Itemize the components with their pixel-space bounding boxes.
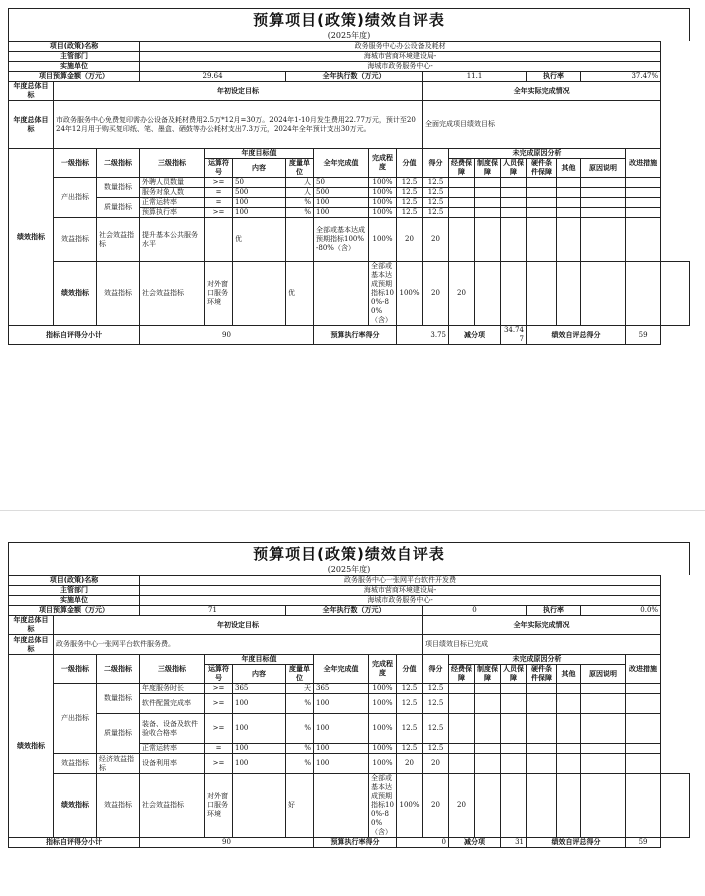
system-cell (475, 754, 501, 774)
funding-cell (449, 714, 475, 744)
staff-cell (501, 684, 527, 694)
reason-cell (581, 694, 626, 714)
improve-cell (626, 198, 661, 208)
done-cell: 100 (314, 744, 369, 754)
improve-cell (626, 218, 661, 262)
funding-cell (449, 178, 475, 188)
exec-rate-label: 执行率 (527, 606, 581, 616)
unit-cell: 人 (286, 188, 314, 198)
perf-indicator-label: 绩效指标 (9, 655, 54, 838)
funding-cell (449, 208, 475, 218)
done-cell: 500 (314, 188, 369, 198)
l3-cell: 软件配置完成率 (140, 694, 205, 714)
score-value-cell: 12.5 (397, 178, 423, 188)
annual-done-header: 全年完成值 (314, 149, 369, 178)
other-cell (557, 694, 581, 714)
degree-cell: 100% (397, 774, 423, 838)
l2-cell: 数量指标 (97, 684, 140, 714)
other-cell (557, 208, 581, 218)
system-cell (475, 188, 501, 198)
done-cell: 100 (314, 198, 369, 208)
hardware-cell (527, 188, 557, 198)
score-got-cell: 12.5 (423, 198, 449, 208)
system-cell (475, 218, 501, 262)
sheet-year: (2025年度) (327, 31, 371, 40)
content-cell: 100 (233, 208, 286, 218)
op-cell (233, 774, 286, 838)
score-got-header: 得分 (423, 655, 449, 684)
degree-header: 完成程度 (369, 655, 397, 684)
l1-cell: 效益指标 (97, 262, 140, 326)
staff-cell (527, 774, 557, 838)
degree-cell: 100% (369, 684, 397, 694)
reason-cell (581, 684, 626, 694)
total-value: 59 (626, 326, 661, 345)
staff-cell (501, 198, 527, 208)
other-cell (581, 262, 626, 326)
done-cell: 100 (314, 208, 369, 218)
content-cell: 365 (233, 684, 286, 694)
dept-value: 海城市营商环境建设局- (140, 586, 661, 596)
staff-cell (527, 262, 557, 326)
annual-done-header: 全年完成值 (314, 655, 369, 684)
op-cell: = (205, 188, 233, 198)
improve-cell (626, 754, 661, 774)
budget-value: 71 (140, 606, 286, 616)
goal-text: 市政务服务中心免费复印需办公设备及耗材费用2.5万*12月=30万。2024年1-10月发生费用22.77万元，预计至2024年12月用于购买复印纸、笔、墨盒、硒鼓等办公耗材支出7.3万元，2024年全年预计支出30万元。 (54, 101, 423, 149)
other-cell (557, 754, 581, 774)
score-value-cell: 20 (423, 262, 449, 326)
funding-cell (449, 754, 475, 774)
l2-cell: 社会效益指标 (140, 262, 205, 326)
l1-cell: 效益指标 (54, 754, 97, 774)
reason-cell (581, 744, 626, 754)
initial-goal-label: 年初设定目标 (54, 82, 423, 101)
improve-cell (626, 208, 661, 218)
content-cell: 100 (233, 714, 286, 744)
funding-cell (449, 218, 475, 262)
hardware-cell (557, 262, 581, 326)
degree-cell: 100% (369, 178, 397, 188)
unit-cell: % (286, 198, 314, 208)
lvl3-header: 三级指标 (140, 149, 205, 178)
reason-header: 原因说明 (581, 159, 626, 178)
other-cell (557, 714, 581, 744)
degree-cell: 100% (369, 198, 397, 208)
funding-header: 经费保障 (449, 159, 475, 178)
other-cell (557, 178, 581, 188)
dept-value: 海城市营商环境建设局- (140, 52, 661, 62)
score-value-header: 分值 (397, 655, 423, 684)
op-cell: = (205, 198, 233, 208)
exec-amount-value: 11.1 (423, 72, 527, 82)
degree-cell: 100% (369, 754, 397, 774)
system-cell (501, 774, 527, 838)
l3-cell: 预算执行率 (140, 208, 205, 218)
score-value-cell: 12.5 (397, 744, 423, 754)
content-cell: 好 (286, 774, 314, 838)
degree-cell: 100% (369, 188, 397, 198)
other-cell (557, 218, 581, 262)
project-name-label: 项目(政策)名称 (9, 42, 140, 52)
l2-cell: 经济效益指标 (97, 754, 140, 774)
l3-cell: 正常运转率 (140, 198, 205, 208)
done-cell: 100 (314, 754, 369, 774)
funding-cell (475, 774, 501, 838)
exec-rate-value: 37.47% (581, 72, 661, 82)
staff-cell (501, 178, 527, 188)
project-name-label: 项目(政策)名称 (9, 576, 140, 586)
other-cell (557, 198, 581, 208)
sheet-title: 预算项目(政策)绩效自评表 (253, 11, 445, 29)
staff-cell (501, 694, 527, 714)
report-sheet-2 (8, 542, 690, 848)
exec-amount-label: 全年执行数（万元） (286, 72, 423, 82)
score-got-header: 得分 (423, 149, 449, 178)
unmet-analysis-header: 未完成原因分析 (449, 655, 626, 665)
self-score-label: 指标自评得分小计 (9, 326, 140, 345)
hardware-cell (527, 694, 557, 714)
reason-cell (581, 714, 626, 744)
exec-rate-label: 执行率 (527, 72, 581, 82)
goal-text: 政务服务中心一张网平台软件服务费。 (54, 635, 423, 655)
funding-cell (449, 744, 475, 754)
op-cell: >= (205, 208, 233, 218)
op-cell: >= (205, 178, 233, 188)
goal-overall-label-2: 年度总体目标 (9, 635, 54, 655)
budget-rate-score-label: 预算执行率得分 (314, 838, 397, 848)
score-value-cell: 12.5 (397, 188, 423, 198)
budget-label: 项目预算金额（万元） (9, 72, 140, 82)
hardware-cell (527, 178, 557, 188)
hardware-header: 硬件条件保障 (527, 159, 557, 178)
system-cell (475, 178, 501, 188)
staff-cell (501, 218, 527, 262)
total-label: 绩效自评总得分 (527, 326, 626, 345)
hardware-cell (527, 198, 557, 208)
l1-cell: 产出指标 (54, 684, 97, 754)
sheet-header (8, 542, 690, 575)
reason-cell (581, 198, 626, 208)
done-cell: 全部或基本达成预期指标100%-80%（含） (369, 774, 397, 838)
staff-cell (501, 744, 527, 754)
goal-overall-label: 年度总体目标 (9, 82, 54, 101)
system-cell (475, 208, 501, 218)
op-cell: >= (205, 694, 233, 714)
degree-cell: 100% (369, 714, 397, 744)
staff-cell (501, 188, 527, 198)
funding-cell (449, 198, 475, 208)
reason-cell (581, 754, 626, 774)
sheet-header (8, 8, 690, 41)
l3-cell: 正常运转率 (140, 744, 205, 754)
unmet-analysis-header: 未完成原因分析 (449, 149, 626, 159)
op-cell: >= (205, 684, 233, 694)
l3-cell: 对外窗口服务环境 (205, 774, 233, 838)
unit-cell: 天 (286, 684, 314, 694)
system-header: 制度保障 (475, 665, 501, 684)
system-cell (475, 684, 501, 694)
op-cell: >= (205, 754, 233, 774)
content-cell: 500 (233, 188, 286, 198)
content-cell: 100 (233, 694, 286, 714)
improve-cell (626, 744, 661, 754)
total-value: 59 (626, 838, 661, 848)
reason-cell (626, 774, 661, 838)
perf-indicator-label: 绩效指标 (9, 149, 54, 326)
system-header: 制度保障 (475, 159, 501, 178)
score-value-cell: 12.5 (397, 684, 423, 694)
l1-cell: 效益指标 (54, 218, 97, 262)
other-cell (557, 684, 581, 694)
degree-cell: 100% (369, 208, 397, 218)
improve-header: 改进措施 (626, 149, 661, 178)
reason-cell (581, 178, 626, 188)
score-got-cell: 20 (449, 262, 475, 326)
op-cell: = (205, 744, 233, 754)
score-value-cell: 12.5 (397, 694, 423, 714)
score-value-cell: 20 (397, 218, 423, 262)
done-cell: 100 (314, 694, 369, 714)
annual-target-header: 年度目标值 (205, 655, 314, 665)
funding-cell (475, 262, 501, 326)
lvl2-header: 二级指标 (97, 655, 140, 684)
hardware-cell (527, 218, 557, 262)
system-cell (475, 694, 501, 714)
total-label: 绩效自评总得分 (527, 838, 626, 848)
content-cell: 50 (233, 178, 286, 188)
unit-cell: % (286, 208, 314, 218)
unit-cell (314, 774, 369, 838)
score-got-cell: 20 (423, 218, 449, 262)
op-cell: >= (205, 714, 233, 744)
l3-cell: 年度服务时长 (140, 684, 205, 694)
page-divider (0, 510, 705, 511)
funding-cell (449, 188, 475, 198)
funding-cell (449, 684, 475, 694)
budget-value: 29.64 (140, 72, 286, 82)
improve-cell (661, 774, 690, 838)
degree-header: 完成程度 (369, 149, 397, 178)
exec-amount-label: 全年执行数（万元） (286, 606, 423, 616)
exec-amount-value: 0 (423, 606, 527, 616)
funding-cell (449, 694, 475, 714)
budget-rate-score-label: 预算执行率得分 (314, 326, 397, 345)
improve-cell (626, 178, 661, 188)
l2-cell: 数量指标 (97, 178, 140, 198)
unit-cell: % (286, 694, 314, 714)
hardware-cell (527, 754, 557, 774)
deduct-value: 34.747 (501, 326, 527, 345)
staff-header: 人员保障 (501, 159, 527, 178)
l3-cell: 外聘人员数量 (140, 178, 205, 188)
op-header: 运算符号 (205, 159, 233, 178)
content-header: 内容 (233, 159, 286, 178)
reason-header: 原因说明 (581, 665, 626, 684)
unit-measure-header: 度量单位 (286, 665, 314, 684)
content-cell: 100 (233, 754, 286, 774)
score-value-cell: 12.5 (397, 208, 423, 218)
exec-rate-value: 0.0% (581, 606, 661, 616)
other-cell (557, 188, 581, 198)
project-name-value: 政务服务中心办公设备及耗材 (140, 42, 661, 52)
score-got-cell: 20 (449, 774, 475, 838)
score-value-cell: 20 (423, 774, 449, 838)
dept-label: 主管部门 (9, 586, 140, 596)
reason-cell (581, 218, 626, 262)
content-cell: 100 (233, 744, 286, 754)
done-cell: 全部或基本达成预期指标100%-80%（含） (314, 218, 369, 262)
done-cell: 365 (314, 684, 369, 694)
unit-label: 实施单位 (9, 62, 140, 72)
actual-status-label: 全年实际完成情况 (423, 616, 661, 635)
reason-cell (626, 262, 661, 326)
l2-cell: 质量指标 (97, 198, 140, 218)
score-got-cell: 12.5 (423, 744, 449, 754)
initial-goal-label: 年初设定目标 (54, 616, 423, 635)
report-table (8, 575, 690, 848)
unit-cell: % (286, 754, 314, 774)
l2-cell: 质量指标 (97, 714, 140, 754)
op-cell (205, 218, 233, 262)
staff-header: 人员保障 (501, 665, 527, 684)
sheet-title: 预算项目(政策)绩效自评表 (253, 545, 445, 563)
staff-cell (501, 714, 527, 744)
other-cell (581, 774, 626, 838)
lvl2-header: 二级指标 (97, 149, 140, 178)
actual-text: 全面完成项目绩效目标 (423, 101, 661, 149)
score-value-cell: 12.5 (397, 198, 423, 208)
other-header: 其他 (557, 159, 581, 178)
goal-overall-label: 年度总体目标 (9, 616, 54, 635)
hardware-cell (527, 684, 557, 694)
score-value-cell: 12.5 (397, 714, 423, 744)
improve-cell (626, 684, 661, 694)
done-cell: 100 (314, 714, 369, 744)
sheet-year: (2025年度) (327, 565, 371, 574)
score-got-cell: 12.5 (423, 178, 449, 188)
l3-cell: 对外窗口服务环境 (205, 262, 233, 326)
hardware-cell (527, 208, 557, 218)
l3-cell: 装备、设备及软件验收合格率 (140, 714, 205, 744)
budget-label: 项目预算金额（万元） (9, 606, 140, 616)
report-sheet-1 (8, 8, 690, 345)
degree-cell: 100% (369, 694, 397, 714)
lvl1-header: 一级指标 (54, 655, 97, 684)
score-got-cell: 12.5 (423, 684, 449, 694)
hardware-cell (557, 774, 581, 838)
unit-value: 海城市政务服务中心- (140, 596, 661, 606)
l3-cell: 提升基本公共服务水平 (140, 218, 205, 262)
content-cell: 优 (286, 262, 314, 326)
actual-status-label: 全年实际完成情况 (423, 82, 661, 101)
done-cell: 全部或基本达成预期指标100%-80%（含） (369, 262, 397, 326)
improve-cell (626, 188, 661, 198)
reason-cell (581, 208, 626, 218)
op-cell (233, 262, 286, 326)
self-score-value: 90 (140, 326, 314, 345)
degree-cell: 100% (369, 218, 397, 262)
deduct-label: 减分项 (449, 326, 501, 345)
unit-cell (286, 218, 314, 262)
l3-cell: 服务对象人数 (140, 188, 205, 198)
l1-cell: 产出指标 (54, 178, 97, 218)
system-cell (475, 714, 501, 744)
unit-cell: % (286, 714, 314, 744)
l3-cell: 设备利用率 (140, 754, 205, 774)
perf-indicator-label-2: 绩效指标 (54, 262, 97, 326)
score-got-cell: 12.5 (423, 714, 449, 744)
content-cell: 100 (233, 198, 286, 208)
l2-cell: 社会效益指标 (97, 218, 140, 262)
staff-cell (501, 208, 527, 218)
project-name-value: 政务服务中心一张网平台软件开发费 (140, 576, 661, 586)
content-header: 内容 (233, 665, 286, 684)
unit-value: 海城市政务服务中心- (140, 62, 661, 72)
improve-header: 改进措施 (626, 655, 661, 684)
system-cell (475, 744, 501, 754)
improve-cell (626, 714, 661, 744)
goal-overall-label-2: 年度总体目标 (9, 101, 54, 149)
score-value-cell: 20 (397, 754, 423, 774)
other-header: 其他 (557, 665, 581, 684)
dept-label: 主管部门 (9, 52, 140, 62)
lvl1-header: 一级指标 (54, 149, 97, 178)
budget-rate-score-value: 0 (397, 838, 449, 848)
hardware-cell (527, 744, 557, 754)
hardware-cell (527, 714, 557, 744)
unit-measure-header: 度量单位 (286, 159, 314, 178)
actual-text: 项目绩效目标已完成 (423, 635, 661, 655)
deduct-value: 31 (501, 838, 527, 848)
unit-label: 实施单位 (9, 596, 140, 606)
done-cell: 50 (314, 178, 369, 188)
improve-cell (661, 262, 690, 326)
score-got-cell: 12.5 (423, 694, 449, 714)
budget-rate-score-value: 3.75 (397, 326, 449, 345)
score-value-header: 分值 (397, 149, 423, 178)
unit-cell (314, 262, 369, 326)
score-got-cell: 12.5 (423, 208, 449, 218)
score-got-cell: 12.5 (423, 188, 449, 198)
lvl3-header: 三级指标 (140, 655, 205, 684)
unit-cell: % (286, 744, 314, 754)
degree-cell: 100% (369, 744, 397, 754)
staff-cell (501, 754, 527, 774)
self-score-label: 指标自评得分小计 (9, 838, 140, 848)
other-cell (557, 744, 581, 754)
perf-indicator-label-2: 绩效指标 (54, 774, 97, 838)
hardware-header: 硬件条件保障 (527, 665, 557, 684)
degree-cell: 100% (397, 262, 423, 326)
self-score-value: 90 (140, 838, 314, 848)
content-cell: 优 (233, 218, 286, 262)
reason-cell (581, 188, 626, 198)
deduct-label: 减分项 (449, 838, 501, 848)
annual-target-header: 年度目标值 (205, 149, 314, 159)
system-cell (501, 262, 527, 326)
report-table (8, 41, 690, 345)
l2-cell: 社会效益指标 (140, 774, 205, 838)
unit-cell: 人 (286, 178, 314, 188)
system-cell (475, 198, 501, 208)
funding-header: 经费保障 (449, 665, 475, 684)
improve-cell (626, 694, 661, 714)
l1-cell: 效益指标 (97, 774, 140, 838)
op-header: 运算符号 (205, 665, 233, 684)
score-got-cell: 20 (423, 754, 449, 774)
